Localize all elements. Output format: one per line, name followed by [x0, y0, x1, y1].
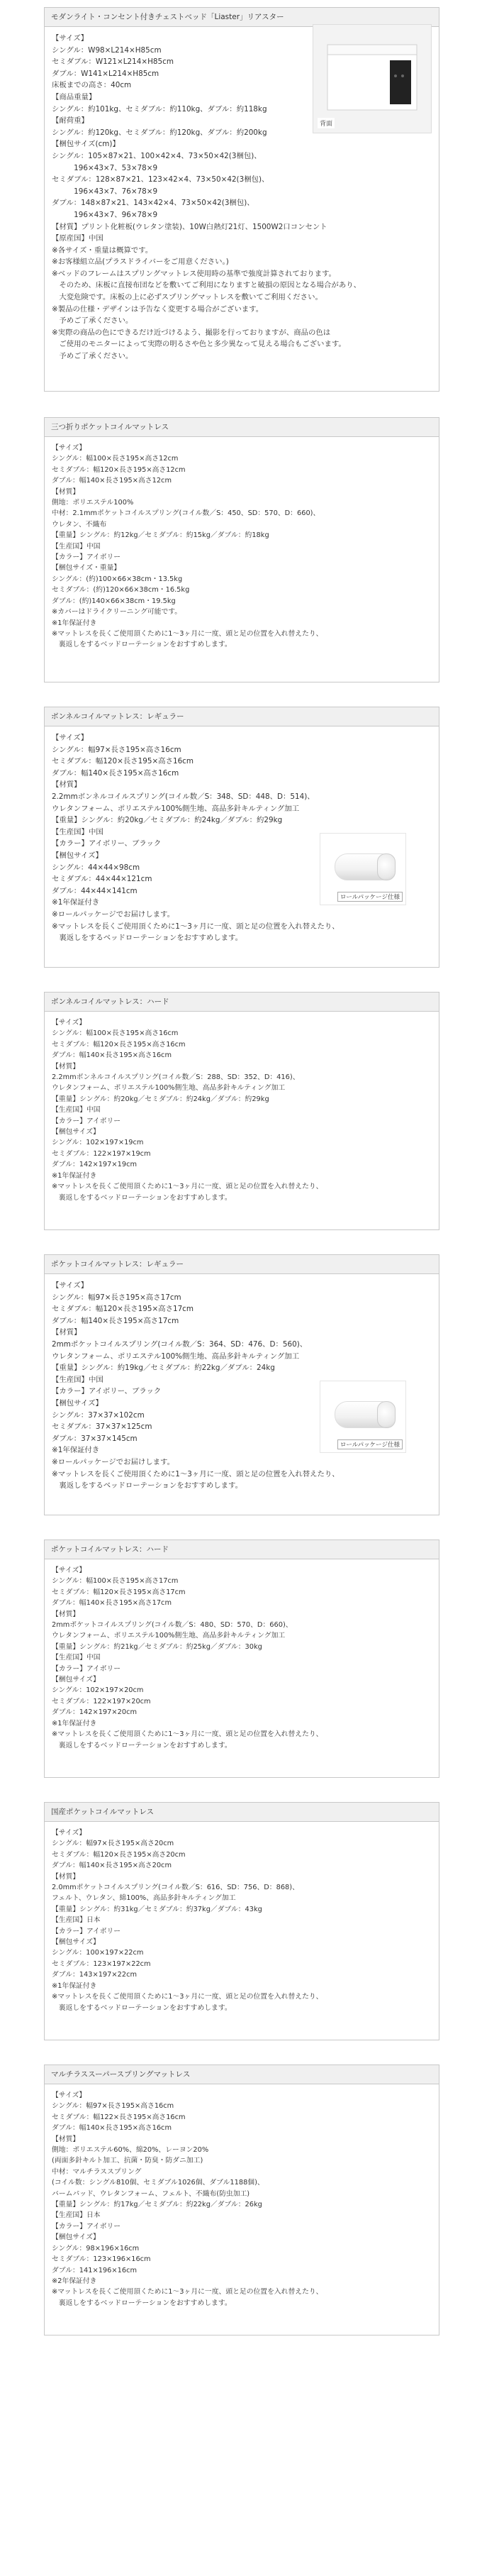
spec-line: 中材：マルチラススプリング — [52, 2167, 142, 2176]
spec-line: シングル：(約)100×66×38cm・13.5kg — [52, 575, 183, 583]
spec-line: セミダブル：37×37×125cm — [52, 1422, 152, 1432]
section-body — [45, 27, 439, 368]
spec-line: セミダブル：122×197×19cm — [52, 1149, 151, 1158]
spec-line: (両面多針キルト加工、抗菌・防臭・防ダニ加工) — [52, 2157, 203, 2165]
spec-line: 【重量】シングル：約20kg／セミダブル：約24kg／ダブル：約29kg — [52, 1095, 269, 1103]
spec-line: 【梱包サイズ】 — [52, 2233, 100, 2242]
section-body — [45, 437, 439, 656]
section-body — [45, 1274, 439, 1498]
spec-line: セミダブル：(約)120×66×38cm・16.5kg — [52, 586, 190, 595]
section-title: ポケットコイルマットレス：ハード — [45, 1540, 439, 1559]
spec-line: 2mmポケットコイルスプリング(コイル数／S：480、SD：570、D：660)、 — [52, 1621, 293, 1630]
section-title: マルチラススーパースプリングマットレス — [45, 2065, 439, 2084]
spec-section-pocket-regular — [44, 1254, 439, 1515]
spec-line: 【梱包サイズ】 — [52, 1398, 103, 1408]
spec-line: バームパッド、ウレタンフォーム、フェルト、不織布(防虫加工) — [52, 2189, 250, 2198]
spec-line: 【サイズ】 — [52, 1281, 89, 1290]
spec-line: 【サイズ】 — [52, 34, 89, 43]
spec-line: ダブル：W141×L214×H85cm — [52, 69, 159, 78]
spec-line: 【サイズ】 — [52, 1566, 86, 1574]
spec-line: ウレタンフォーム、ポリエステル100%側生地、高品多針キルティング加工 — [52, 1351, 300, 1361]
section-body — [45, 1012, 439, 1209]
spec-line: ※1年保証付き — [52, 898, 100, 907]
roll-caption: ロールパッケージ仕様 — [337, 892, 403, 902]
spec-line: 【生産国】日本 — [52, 2211, 101, 2220]
spec-line: ダブル：幅140×長さ195×高さ17cm — [52, 1599, 172, 1608]
spec-line: ウレタン、不織布 — [52, 520, 107, 529]
spec-line: 予めご了承ください。 — [52, 316, 133, 326]
spec-line: 【材質】 — [52, 487, 80, 496]
spec-line: 【サイズ】 — [52, 734, 89, 742]
spec-line: 裏返しをするベッドローテーションをおすすめします。 — [52, 934, 243, 943]
spec-line: ダブル：142×197×20cm — [52, 1708, 138, 1717]
section-title: 国産ポケットコイルマットレス — [45, 1803, 439, 1822]
spec-line: 【カラー】アイボリー — [52, 553, 121, 562]
spec-line: 【材質】 — [52, 1610, 80, 1618]
spec-line: ※製品の仕様・デザインは予告なく変更する場合がございます。 — [52, 304, 264, 314]
spec-line: 【重量】シングル：約17kg／セミダブル：約22kg／ダブル：26kg — [52, 2201, 262, 2209]
spec-line: 【材質】 — [52, 1328, 82, 1337]
section-title: ボンネルコイルマットレス：レギュラー — [45, 707, 439, 726]
spec-line: ※カバーはドライクリーニング可能です。 — [52, 608, 182, 617]
spec-line: ※マットレスを長くご使用頂くために1～3ヶ月に一度、頭と足の位置を入れ替えたり、 — [52, 1183, 323, 1191]
spec-line: ※1年保証付き — [52, 1719, 97, 1728]
spec-line: ※マットレスを長くご使用頂くために1～3ヶ月に一度、頭と足の位置を入れ替えたり、 — [52, 922, 340, 931]
spec-line: 2.2mmボンネルコイルスプリング(コイル数／S：288、SD：352、D：416)、 — [52, 1073, 300, 1082]
spec-line: 【重量】シングル：約12kg／セミダブル：約15kg／ダブル：約18kg — [52, 531, 269, 540]
spec-line: 【カラー】アイボリー、ブラック — [52, 1387, 162, 1396]
spec-line: 【サイズ】 — [52, 444, 86, 452]
spec-line: セミダブル：123×196×16cm — [52, 2255, 151, 2264]
section-title: ポケットコイルマットレス：レギュラー — [45, 1255, 439, 1274]
spec-line: 【耐荷重】 — [52, 116, 89, 126]
spec-line: ダブル：142×197×19cm — [52, 1161, 138, 1169]
spec-line: 【生産国】中国 — [52, 827, 103, 836]
spec-line: そのため、床板に直接布団などを敷いてご利用になりますと破損の原因となる場合があり、 — [52, 281, 361, 290]
spec-line: シングル：幅97×長さ195×高さ16cm — [52, 2102, 174, 2111]
spec-line: 【材質】 — [52, 1872, 80, 1881]
spec-line: ※マットレスを長くご使用頂くために1～3ヶ月に一度、頭と足の位置を入れ替えたり、 — [52, 1469, 340, 1478]
spec-line: シングル：幅97×長さ195×高さ17cm — [52, 1293, 181, 1302]
spec-line: ダブル：幅140×長さ195×高さ12cm — [52, 477, 172, 485]
spec-line: 【重量】シングル：約20kg／セミダブル：約24kg／ダブル：約29kg — [52, 816, 283, 825]
spec-line: セミダブル：幅122×長さ195×高さ16cm — [52, 2113, 186, 2121]
spec-line: ※1年保証付き — [52, 619, 97, 627]
spec-line: ダブル：143×197×22cm — [52, 1971, 138, 1979]
spec-line: 【梱包サイズ】 — [52, 851, 103, 860]
spec-lines — [52, 1828, 432, 2013]
spec-line: ダブル：(約)140×66×38cm・19.5kg — [52, 597, 176, 605]
spec-line: 裏返しをするベッドローテーションをおすすめします。 — [52, 2299, 232, 2307]
spec-line: 【重量】シングル：約31kg／セミダブル：約37kg／ダブル：43kg — [52, 1905, 262, 1913]
spec-lines — [52, 1017, 432, 1203]
spec-line: 【カラー】アイボリー — [52, 2222, 121, 2230]
spec-line: 2.0mmポケットコイルスプリング(コイル数／S：616、SD：756、D：868)、 — [52, 1884, 299, 1892]
spec-line: セミダブル：W121×L214×H85cm — [52, 57, 174, 67]
spec-line: ダブル：幅140×長さ195×高さ16cm — [52, 768, 179, 778]
spec-line: 【生産国】日本 — [52, 1916, 101, 1925]
spec-line: 裏返しをするベッドローテーションをおすすめします。 — [52, 2003, 232, 2012]
spec-line: 【梱包サイズ】 — [52, 1676, 100, 1684]
spec-line: ※ロールパッケージでお届けします。 — [52, 1457, 174, 1466]
spec-line: ダブル：37×37×145cm — [52, 1434, 138, 1443]
spec-line: ※マットレスを長くご使用頂くために1～3ヶ月に一度、頭と足の位置を入れ替えたり、 — [52, 1993, 323, 2001]
spec-line: ダブル：幅140×長さ195×高さ17cm — [52, 1316, 179, 1325]
spec-line: ※ロールパッケージでお届けします。 — [52, 910, 174, 919]
spec-line: 【生産国】中国 — [52, 542, 101, 551]
spec-line: セミダブル：幅120×長さ195×高さ12cm — [52, 465, 186, 474]
spec-line: セミダブル：幅120×長さ195×高さ20cm — [52, 1850, 186, 1859]
spec-line: セミダブル：128×87×21、123×42×4、73×50×42(3梱包)、 — [52, 175, 269, 184]
spec-line: ダブル：44×44×141cm — [52, 886, 138, 895]
spec-line: シングル：37×37×102cm — [52, 1410, 145, 1420]
spec-line: ウレタンフォーム、ポリエステル100%側生地、高品多針キルティング加工 — [52, 1084, 286, 1093]
spec-section-multiras — [44, 2064, 439, 2335]
spec-line: ご使用のモニターによって実際の明るさや色と多少異なって見える場合もございます。 — [52, 340, 346, 349]
spec-line: ※1年保証付き — [52, 1446, 100, 1455]
spec-line: シングル：約120kg、セミダブル：約120kg、ダブル：約200kg — [52, 128, 267, 137]
spec-line: 【梱包サイズ】 — [52, 1938, 100, 1947]
spec-line: シングル：105×87×21、100×42×4、73×50×42(3梱包)、 — [52, 151, 262, 160]
section-body — [45, 2084, 439, 2314]
spec-line: 【商品重量】 — [52, 92, 96, 101]
spec-line: 【重量】シングル：約21kg／セミダブル：約25kg／ダブル：30kg — [52, 1642, 262, 1651]
spec-line: セミダブル：幅120×長さ195×高さ16cm — [52, 1040, 186, 1049]
spec-line: ※各サイズ・重量は概算です。 — [52, 245, 153, 255]
spec-line: 【重量】シングル：約19kg／セミダブル：約22kg／ダブル：24kg — [52, 1364, 275, 1373]
section-body — [45, 1822, 439, 2019]
spec-line: ※実際の商品の色にできるだけ近づけるよう、撮影を行っておりますが、商品の色は — [52, 328, 331, 337]
spec-line: 196×43×7、96×78×9 — [52, 210, 158, 219]
spec-line: シングル：幅97×長さ195×高さ20cm — [52, 1840, 174, 1848]
spec-line: ダブル：幅140×長さ195×高さ20cm — [52, 1862, 172, 1870]
spec-line: 【梱包サイズ(cm)】 — [52, 140, 120, 149]
spec-line: 【サイズ】 — [52, 2091, 86, 2099]
spec-line: 【材質】 — [52, 2135, 80, 2143]
spec-line: シングル：幅100×長さ195×高さ17cm — [52, 1577, 179, 1586]
spec-section-bed — [44, 7, 439, 392]
spec-line: 【生産国】中国 — [52, 1375, 103, 1384]
spec-line: 裏返しをするベッドローテーションをおすすめします。 — [52, 1741, 232, 1749]
photo-caption: 背面 — [318, 118, 335, 128]
spec-line: ※2年保証付き — [52, 2277, 97, 2285]
section-body — [45, 726, 439, 950]
spec-line: 裏返しをするベッドローテーションをおすすめします。 — [52, 641, 232, 649]
spec-line: 【カラー】アイボリー、ブラック — [52, 839, 162, 848]
spec-line: 床板までの高さ：40cm — [52, 81, 132, 90]
spec-line: シングル：約101kg、セミダブル：約110kg、ダブル：約118kg — [52, 104, 267, 114]
spec-line: ダブル：幅140×長さ195×高さ16cm — [52, 2124, 172, 2133]
spec-line: 【サイズ】 — [52, 1019, 86, 1027]
spec-line: 【生産国】中国 — [52, 1654, 101, 1662]
spec-line: 【サイズ】 — [52, 1829, 86, 1837]
spec-section-pocket-hard — [44, 1539, 439, 1778]
spec-line: 【材質】 — [52, 1062, 80, 1071]
spec-line: 196×43×7、76×78×9 — [52, 187, 158, 196]
spec-section-domestic-pocket — [44, 1802, 439, 2040]
spec-line: セミダブル：123×197×22cm — [52, 1959, 151, 1968]
spec-line: 【カラー】アイボリー — [52, 1927, 121, 1935]
spec-line: シングル：102×197×19cm — [52, 1139, 144, 1147]
spec-line: 側地：ポリエステル100% — [52, 499, 134, 507]
spec-section-bonnell-regular — [44, 707, 439, 968]
spec-line: フェルト、ウレタン、綿100%、高品多針キルティング加工 — [52, 1894, 236, 1903]
spec-line: セミダブル：幅120×長さ195×高さ17cm — [52, 1305, 194, 1314]
section-title: 三つ折りポケットコイルマットレス — [45, 418, 439, 437]
spec-line: ※1年保証付き — [52, 1981, 97, 1990]
bed-illustration-icon — [313, 25, 431, 133]
spec-lines — [52, 2090, 432, 2309]
spec-line: 2mmポケットコイルスプリング(コイル数／S：364、SD：476、D：560)、 — [52, 1339, 308, 1349]
section-title: ボンネルコイルマットレス：ハード — [45, 993, 439, 1012]
spec-line: 裏返しをするベッドローテーションをおすすめします。 — [52, 1481, 243, 1491]
roll-package-photo — [320, 1381, 406, 1453]
spec-lines — [52, 1565, 432, 1751]
spec-line: シングル：98×196×16cm — [52, 2244, 140, 2252]
spec-section-trifold — [44, 417, 439, 682]
spec-lines — [52, 443, 432, 651]
spec-line: 大変危険です。床板の上に必ずスプリングマットレスを敷いてご利用ください。 — [52, 293, 323, 302]
spec-line: 【材質】 — [52, 780, 82, 790]
roll-end-icon — [377, 853, 396, 880]
spec-line: シングル：W98×L214×H85cm — [52, 45, 162, 55]
spec-line: 2.2mmボンネルコイルスプリング(コイル数／S：348、SD：448、D：514)、 — [52, 792, 315, 801]
spec-line: セミダブル：122×197×20cm — [52, 1697, 151, 1706]
spec-line: 中材：2.1mmポケットコイルスプリング(コイル数／S：450、SD：570、D：660)、 — [52, 509, 320, 518]
spec-line: 196×43×7、53×78×9 — [52, 163, 158, 172]
spec-line: シングル：幅97×長さ195×高さ16cm — [52, 745, 181, 754]
roll-end-icon — [377, 1401, 396, 1428]
spec-line: ウレタンフォーム、ポリエステル100%側生地、高品多針キルティング加工 — [52, 1632, 286, 1640]
spec-line: セミダブル：44×44×121cm — [52, 875, 152, 884]
spec-line: 【材質】プリント化粧板(ウレタン塗装)、10W白熱灯21灯、1500W2口コンセント — [52, 222, 327, 231]
spec-line: 【カラー】アイボリー — [52, 1117, 121, 1125]
spec-section-bonnell-hard — [44, 992, 439, 1230]
spec-line: シングル：44×44×98cm — [52, 863, 140, 872]
spec-line: ※お客様組立品(プラスドライバーをご用意ください。) — [52, 258, 229, 267]
spec-line: (コイル数：シングル810個、セミダブル1026個、ダブル1188個)、 — [52, 2179, 264, 2187]
roll-caption: ロールパッケージ仕様 — [337, 1439, 403, 1449]
spec-line: 予めご了承ください。 — [52, 352, 133, 361]
spec-line: 【梱包サイズ・重量】 — [52, 564, 121, 573]
spec-line: 裏返しをするベッドローテーションをおすすめします。 — [52, 1193, 232, 1202]
spec-line: セミダブル：幅120×長さ195×高さ17cm — [52, 1588, 186, 1596]
spec-line: 【生産国】中国 — [52, 1106, 101, 1115]
spec-line: シングル：幅100×長さ195×高さ16cm — [52, 1029, 179, 1038]
section-body — [45, 1559, 439, 1757]
spec-line: 【カラー】アイボリー — [52, 1664, 121, 1673]
spec-line: ダブル：148×87×21、143×42×4、73×50×42(3梱包)、 — [52, 199, 254, 208]
spec-line: ダブル：幅140×長さ195×高さ16cm — [52, 1051, 172, 1060]
spec-line: シングル：102×197×20cm — [52, 1686, 144, 1695]
spec-line: ※1年保証付き — [52, 1171, 97, 1180]
spec-line: ※マットレスを長くご使用頂くために1～3ヶ月に一度、頭と足の位置を入れ替えたり、 — [52, 1730, 323, 1739]
spec-line: シングル：幅100×長さ195×高さ12cm — [52, 455, 179, 463]
spec-line: シングル：100×197×22cm — [52, 1949, 144, 1957]
spec-line: ダブル：141×196×16cm — [52, 2266, 138, 2274]
spec-line: ※マットレスを長くご使用頂くために1～3ヶ月に一度、頭と足の位置を入れ替えたり、 — [52, 629, 323, 638]
spec-line: ※マットレスを長くご使用頂くために1～3ヶ月に一度、頭と足の位置を入れ替えたり、 — [52, 2288, 323, 2296]
spec-line: ※ベッドのフレームはスプリングマットレス使用時の基準で強度計算されております。 — [52, 269, 336, 278]
spec-line: 【梱包サイズ】 — [52, 1128, 100, 1137]
spec-line: 【原産国】中国 — [52, 234, 103, 243]
spec-line: ウレタンフォーム、ポリエステル100%側生地、高品多針キルティング加工 — [52, 804, 300, 813]
spec-line: 側地：ポリエステル60%、綿20%、レーヨン20% — [52, 2146, 209, 2155]
section-title: モダンライト・コンセント付きチェストベッド「Liaster」リアスター — [45, 8, 439, 27]
roll-package-photo — [320, 833, 406, 905]
bed-back-photo — [313, 24, 432, 133]
spec-line: セミダブル：幅120×長さ195×高さ16cm — [52, 757, 194, 766]
